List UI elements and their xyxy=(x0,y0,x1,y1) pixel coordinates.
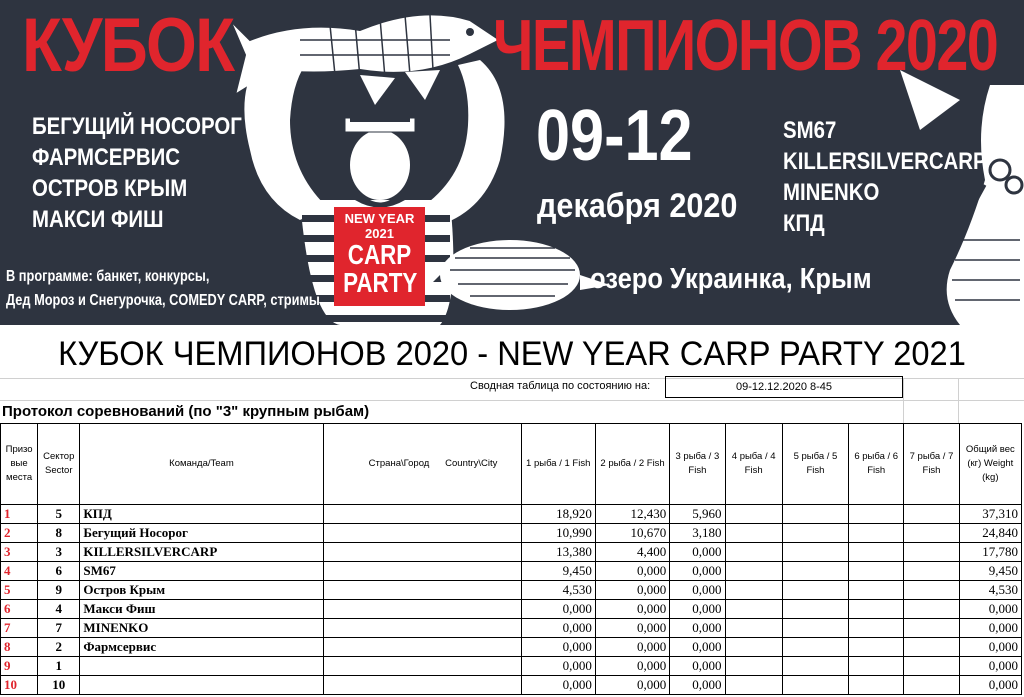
fish-2-cell: 0,000 xyxy=(595,562,669,581)
header-fish-2: 2 рыба / 2 Fish xyxy=(595,424,669,505)
sector-cell: 9 xyxy=(38,581,80,600)
place-cell: 7 xyxy=(1,619,38,638)
fish-6-cell xyxy=(849,562,904,581)
fish-3-cell: 0,000 xyxy=(670,676,725,695)
fish-5-cell xyxy=(782,600,848,619)
fish-6-cell xyxy=(849,581,904,600)
place-cell: 2 xyxy=(1,524,38,543)
sector-cell: 8 xyxy=(38,524,80,543)
fish-2-cell: 0,000 xyxy=(595,638,669,657)
fish-3-cell: 0,000 xyxy=(670,600,725,619)
fish-2-cell: 10,670 xyxy=(595,524,669,543)
fish-5-cell xyxy=(782,505,848,524)
header-fish-1: 1 рыба / 1 Fish xyxy=(521,424,595,505)
fish-7-cell xyxy=(904,543,959,562)
table-header-row xyxy=(1,424,1022,505)
banner-title-right: ЧЕМПИОНОВ 2020 xyxy=(493,6,998,86)
fish-7-cell xyxy=(904,600,959,619)
fish-3-cell: 0,000 xyxy=(670,562,725,581)
grid-line xyxy=(903,378,904,423)
header-fish-3: 3 рыба / 3 Fish xyxy=(670,424,725,505)
fish-1-cell: 0,000 xyxy=(521,619,595,638)
fish-6-cell xyxy=(849,676,904,695)
fish-7-cell xyxy=(904,505,959,524)
total-cell: 0,000 xyxy=(959,600,1021,619)
country-cell xyxy=(323,505,521,524)
total-cell: 0,000 xyxy=(959,676,1021,695)
sector-cell: 1 xyxy=(38,657,80,676)
fish-1-cell: 0,000 xyxy=(521,600,595,619)
place-cell: 9 xyxy=(1,657,38,676)
fish-6-cell xyxy=(849,657,904,676)
sponsors-left xyxy=(32,111,242,235)
fish-5-cell xyxy=(782,657,848,676)
country-cell xyxy=(323,543,521,562)
place-cell: 8 xyxy=(1,638,38,657)
total-cell: 37,310 xyxy=(959,505,1021,524)
badge-line: CARP xyxy=(347,239,412,270)
total-cell: 17,780 xyxy=(959,543,1021,562)
grid-line xyxy=(0,400,1024,401)
fish-5-cell xyxy=(782,562,848,581)
header-country xyxy=(323,424,521,505)
table-row xyxy=(1,600,1022,619)
country-cell xyxy=(323,638,521,657)
sector-cell: 3 xyxy=(38,543,80,562)
fish-3-cell: 5,960 xyxy=(670,505,725,524)
grid-line xyxy=(958,378,959,423)
table-row xyxy=(1,676,1022,695)
fish-5-cell xyxy=(782,619,848,638)
protocol-title: Протокол соревнований (по "3" крупным рыбам) xyxy=(2,403,370,420)
sponsor-name: МАКСИ ФИШ xyxy=(32,206,164,233)
fish-1-cell: 4,530 xyxy=(521,581,595,600)
program-line: В программе: банкет, конкурсы, xyxy=(6,268,210,285)
fish-1-cell: 0,000 xyxy=(521,676,595,695)
fish-7-cell xyxy=(904,619,959,638)
page-title: КУБОК ЧЕМПИОНОВ 2020 - NEW YEAR CARP PARTY 2021 xyxy=(58,335,966,373)
event-location: озеро Украинка, Крым xyxy=(590,263,872,295)
sector-cell: 2 xyxy=(38,638,80,657)
sponsor-name: ОСТРОВ КРЫМ xyxy=(32,175,188,202)
table-row xyxy=(1,657,1022,676)
badge-line: PARTY xyxy=(343,267,418,298)
header-sector: Сектор Sector xyxy=(38,424,80,505)
fish-2-cell: 0,000 xyxy=(595,581,669,600)
total-cell: 0,000 xyxy=(959,638,1021,657)
country-cell xyxy=(323,581,521,600)
table-row xyxy=(1,619,1022,638)
fish-4-cell xyxy=(725,524,782,543)
fish-5-cell xyxy=(782,676,848,695)
sector-cell: 5 xyxy=(38,505,80,524)
fish-6-cell xyxy=(849,505,904,524)
header-place: Призо вые места xyxy=(1,424,38,505)
sector-cell: 10 xyxy=(38,676,80,695)
place-cell: 4 xyxy=(1,562,38,581)
team-cell xyxy=(80,657,323,676)
team-cell: KILLERSILVERCARP xyxy=(80,543,323,562)
fish-6-cell xyxy=(849,638,904,657)
fish-7-cell xyxy=(904,562,959,581)
sector-cell: 7 xyxy=(38,619,80,638)
header-country-label: Страна\Город Country\City xyxy=(368,458,498,469)
total-cell: 4,530 xyxy=(959,581,1021,600)
fish-7-cell xyxy=(904,657,959,676)
badge-line: NEW YEAR xyxy=(344,211,415,226)
fish-4-cell xyxy=(725,562,782,581)
team-cell: MINENKO xyxy=(80,619,323,638)
event-program xyxy=(6,265,320,313)
fish-3-cell: 0,000 xyxy=(670,638,725,657)
total-cell: 9,450 xyxy=(959,562,1021,581)
results-table xyxy=(0,423,1022,695)
fish-1-cell: 0,000 xyxy=(521,657,595,676)
fish-7-cell xyxy=(904,676,959,695)
sector-cell: 4 xyxy=(38,600,80,619)
fish-4-cell xyxy=(725,581,782,600)
place-cell: 3 xyxy=(1,543,38,562)
fish-4-cell xyxy=(725,676,782,695)
table-row xyxy=(1,543,1022,562)
fish-1-cell: 10,990 xyxy=(521,524,595,543)
total-cell: 0,000 xyxy=(959,657,1021,676)
carp-party-badge xyxy=(334,207,425,306)
fish-3-cell: 0,000 xyxy=(670,657,725,676)
event-month-year: декабря 2020 xyxy=(537,187,738,225)
sponsor-name: KILLERSILVERCARP xyxy=(783,148,987,175)
status-timestamp: 09-12.12.2020 8-45 xyxy=(665,376,903,398)
fish-2-cell: 0,000 xyxy=(595,600,669,619)
team-cell xyxy=(80,676,323,695)
team-cell: Остров Крым xyxy=(80,581,323,600)
header-fish-5: 5 рыба / 5 Fish xyxy=(782,424,848,505)
sponsor-name: MINENKO xyxy=(783,179,880,206)
sponsor-name: SM67 xyxy=(783,117,837,144)
fish-5-cell xyxy=(782,638,848,657)
table-row xyxy=(1,562,1022,581)
sponsor-name: БЕГУЩИЙ НОСОРОГ xyxy=(32,113,242,140)
sector-cell: 6 xyxy=(38,562,80,581)
fish-7-cell xyxy=(904,581,959,600)
fish-5-cell xyxy=(782,543,848,562)
sponsors-right xyxy=(783,115,987,239)
header-fish-6: 6 рыба / 6 Fish xyxy=(849,424,904,505)
team-cell: КПД xyxy=(80,505,323,524)
event-banner xyxy=(0,0,1024,325)
table-row xyxy=(1,638,1022,657)
fish-4-cell xyxy=(725,505,782,524)
fish-4-cell xyxy=(725,657,782,676)
table-row xyxy=(1,505,1022,524)
country-cell xyxy=(323,600,521,619)
banner-title-left: КУБОК xyxy=(22,3,234,88)
fish-3-cell: 3,180 xyxy=(670,524,725,543)
team-cell: Бегущий Носорог xyxy=(80,524,323,543)
fish-1-cell: 9,450 xyxy=(521,562,595,581)
fish-1-cell: 13,380 xyxy=(521,543,595,562)
fish-3-cell: 0,000 xyxy=(670,581,725,600)
team-cell: SM67 xyxy=(80,562,323,581)
fish-4-cell xyxy=(725,619,782,638)
team-cell: Макси Фиш xyxy=(80,600,323,619)
program-line: Дед Мороз и Снегурочка, COMEDY CARP, стримы xyxy=(6,292,320,309)
table-row xyxy=(1,581,1022,600)
fish-6-cell xyxy=(849,524,904,543)
place-cell: 6 xyxy=(1,600,38,619)
header-team: Команда/Team xyxy=(80,424,323,505)
country-cell xyxy=(323,524,521,543)
fish-1-cell: 18,920 xyxy=(521,505,595,524)
event-date: 09-12 xyxy=(536,96,693,176)
place-cell: 5 xyxy=(1,581,38,600)
fish-4-cell xyxy=(725,638,782,657)
fish-3-cell: 0,000 xyxy=(670,619,725,638)
sponsor-name: ФАРМСЕРВИС xyxy=(32,144,181,171)
country-cell xyxy=(323,562,521,581)
fish-3-cell: 0,000 xyxy=(670,543,725,562)
fish-5-cell xyxy=(782,581,848,600)
header-fish-4: 4 рыба / 4 Fish xyxy=(725,424,782,505)
country-cell xyxy=(323,676,521,695)
fish-7-cell xyxy=(904,524,959,543)
fish-4-cell xyxy=(725,600,782,619)
fish-4-cell xyxy=(725,543,782,562)
place-cell: 10 xyxy=(1,676,38,695)
total-cell: 0,000 xyxy=(959,619,1021,638)
fish-7-cell xyxy=(904,638,959,657)
fish-2-cell: 0,000 xyxy=(595,676,669,695)
country-cell xyxy=(323,657,521,676)
header-fish-7: 7 рыба / 7 Fish xyxy=(904,424,959,505)
fish-1-cell: 0,000 xyxy=(521,638,595,657)
status-label: Сводная таблица по состоянию на: xyxy=(470,380,651,392)
team-cell: Фармсервис xyxy=(80,638,323,657)
fish-2-cell: 12,430 xyxy=(595,505,669,524)
table-row xyxy=(1,524,1022,543)
place-cell: 1 xyxy=(1,505,38,524)
header-total-weight: Общий вес (кг) Weight (kg) xyxy=(959,424,1021,505)
fish-5-cell xyxy=(782,524,848,543)
total-cell: 24,840 xyxy=(959,524,1021,543)
fish-6-cell xyxy=(849,619,904,638)
fish-2-cell: 0,000 xyxy=(595,657,669,676)
fish-2-cell: 4,400 xyxy=(595,543,669,562)
country-cell xyxy=(323,619,521,638)
fish-6-cell xyxy=(849,543,904,562)
fish-2-cell: 0,000 xyxy=(595,619,669,638)
sponsor-name: КПД xyxy=(783,210,825,237)
fish-6-cell xyxy=(849,600,904,619)
badge-line: 2021 xyxy=(365,226,394,241)
